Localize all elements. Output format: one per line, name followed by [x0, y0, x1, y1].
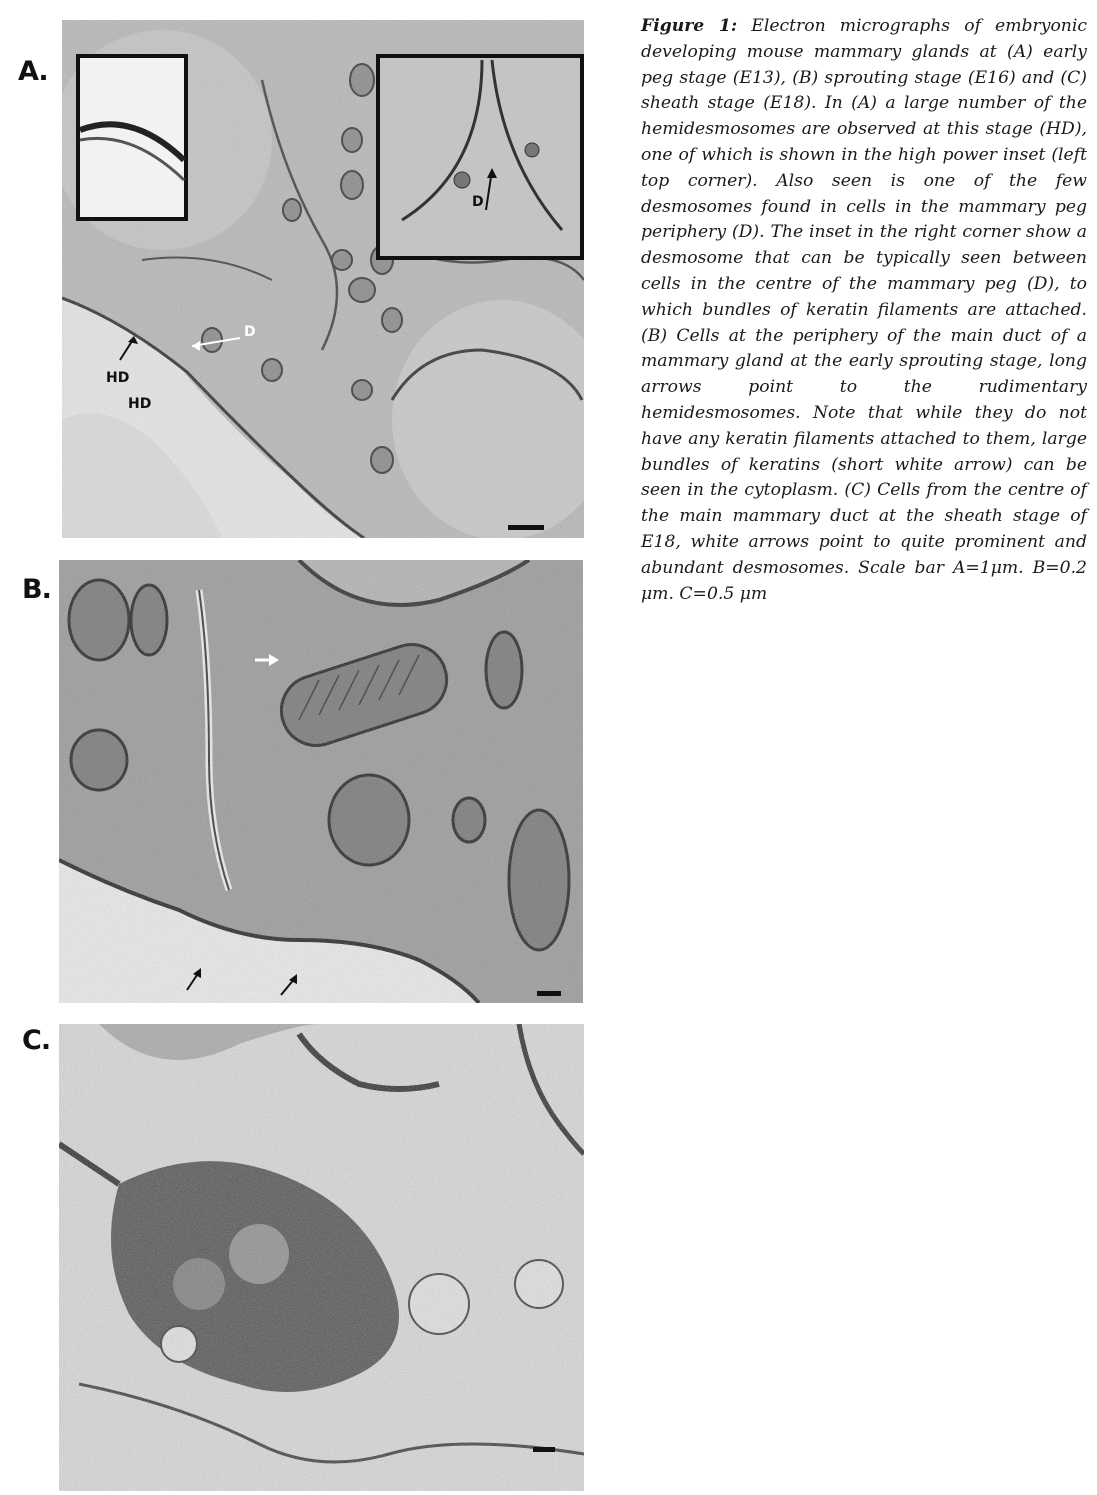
- panel-label-b: B.: [22, 574, 51, 605]
- hd-label-1: HD: [106, 370, 130, 386]
- figure-caption: [641, 14, 1087, 607]
- panel-label-a: A.: [18, 56, 48, 87]
- d-label-2: D: [472, 194, 484, 210]
- micrograph-panel-c: [59, 1024, 584, 1491]
- hd-label-2: HD: [128, 396, 152, 412]
- figure-label: Figure 1:: [641, 16, 738, 36]
- micrograph-panel-a: [62, 20, 584, 538]
- d-label-1: D: [244, 324, 256, 340]
- micrograph-panel-b: [59, 560, 583, 1003]
- caption-text: Electron micrographs of embryonic developing mouse mammary glands at (A) early peg stage (E13), (B) sprouting stage (E16) and (C) sheath stage (E18). In (A) a large number of the hemidesmosomes are observed at this stage (HD), one of which is shown in the high power inset (left top corner). Also seen is one of the few desmosomes found in cells in the mammary peg periphery (D). The inset in the right corner show a desmosome that can be typically seen between cells in the centre of the mammary peg (D), to which bundles of keratin filaments are attached. (B) Cells at the periphery of the main duct of a mammary gland at the early sprouting stage, long arrows point to the rudimentary hemidesmosomes. Note that while they do not have any keratin filaments attached to them, large bundles of keratins (short white arrow) can be seen in the cytoplasm. (C) Cells from the centre of the main mammary duct at the sheath stage of E18, white arrows point to quite prominent and abundant desmosomes. Scale bar A=1μm. B=0.2 μm. C=0.5 μm: [641, 16, 1087, 604]
- panel-label-c: C.: [22, 1025, 51, 1056]
